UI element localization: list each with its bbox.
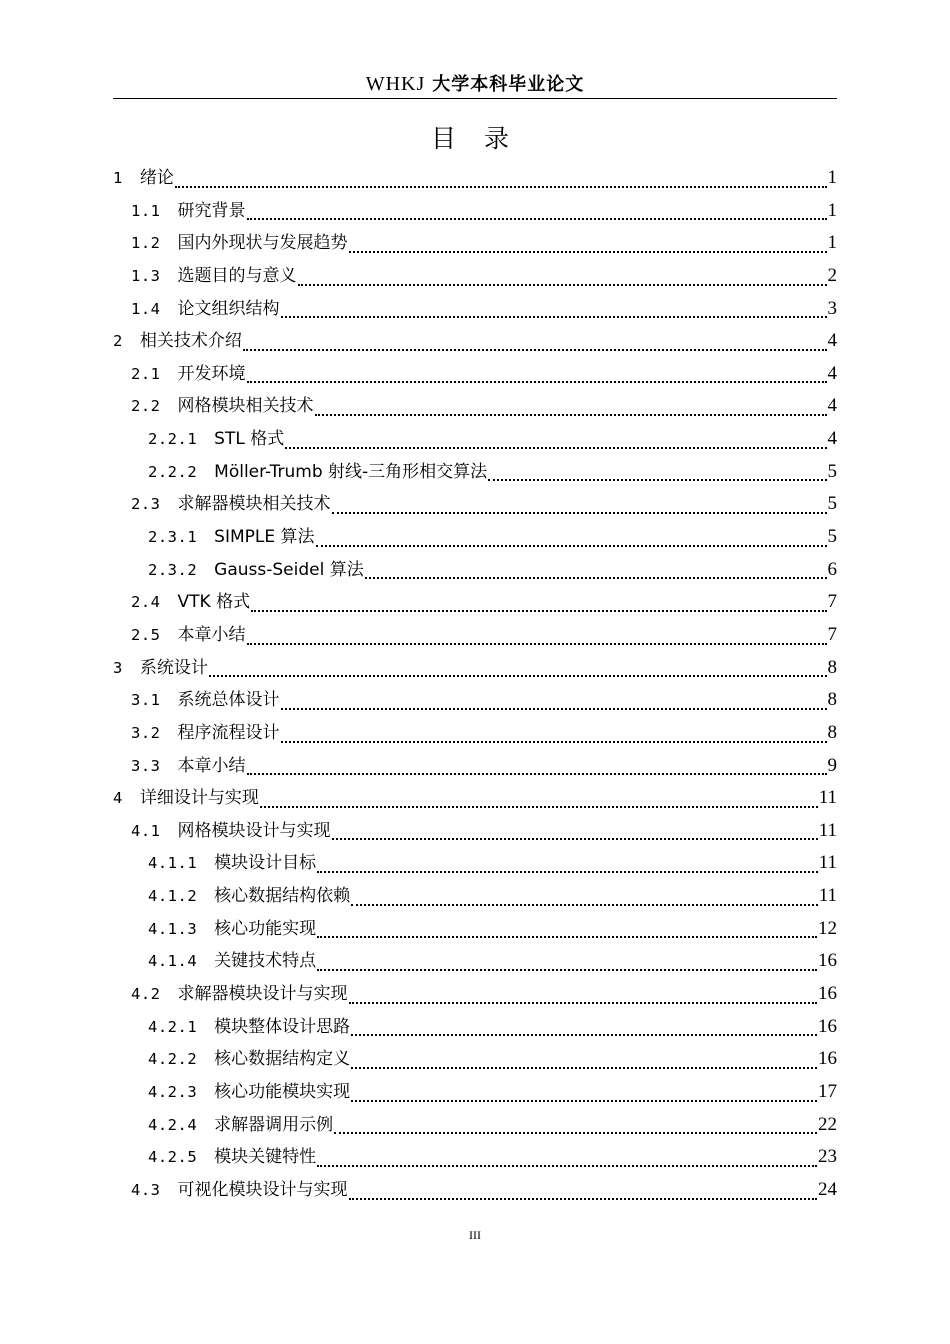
toc-entry-title: 相关技术介绍 — [139, 331, 242, 352]
toc-entry-title: 网格模块相关技术 — [177, 396, 314, 417]
toc-entry-number: 2.2.1 — [148, 430, 198, 449]
toc-entry[interactable] — [113, 652, 837, 685]
toc-entry-title: 模块设计目标 — [214, 853, 317, 874]
toc-entry-page: 16 — [818, 983, 837, 1005]
toc-entry-title: 求解器模块设计与实现 — [177, 984, 348, 1005]
toc-entry[interactable] — [113, 1109, 837, 1142]
toc-leader-dots — [260, 805, 818, 808]
toc-leader-dots — [334, 1131, 817, 1134]
toc-entry[interactable] — [113, 880, 837, 913]
toc-leader-dots — [488, 478, 826, 481]
toc-entry-number: 1.2 — [131, 234, 161, 253]
toc-leader-dots — [351, 1066, 817, 1069]
toc-entry-page: 23 — [818, 1146, 837, 1168]
toc-entry-page: 2 — [827, 264, 837, 286]
toc-entry-page: 16 — [818, 1048, 837, 1070]
toc-entry-title: 求解器模块相关技术 — [177, 494, 331, 515]
toc-entry-page: 5 — [827, 460, 837, 482]
toc-entry-page: 5 — [827, 493, 837, 515]
toc-leader-dots — [351, 1033, 817, 1036]
toc-entry-number: 2.3.2 — [148, 560, 198, 579]
toc-entry[interactable] — [113, 619, 837, 652]
toc-entry[interactable] — [113, 750, 837, 783]
toc-entry-page: 4 — [827, 362, 837, 384]
running-header — [113, 70, 837, 98]
toc-entry-number: 4.2.4 — [148, 1115, 198, 1134]
toc-entry[interactable] — [113, 227, 837, 260]
toc-leader-dots — [175, 185, 827, 188]
toc-entry-page: 9 — [827, 754, 837, 776]
toc-entry-page: 8 — [827, 656, 837, 678]
toc-leader-dots — [349, 1197, 818, 1200]
toc-leader-dots — [285, 446, 826, 449]
toc-entry[interactable] — [113, 423, 837, 456]
toc-entry-number: 4 — [113, 789, 123, 808]
toc-entry[interactable] — [113, 325, 837, 358]
toc-leader-dots — [351, 903, 818, 906]
toc-entry-number: 1.3 — [131, 266, 161, 285]
toc-entry[interactable] — [113, 717, 837, 750]
toc-leader-dots — [251, 609, 826, 612]
toc-entry-title: 论文组织结构 — [177, 298, 280, 319]
toc-entry-page: 11 — [818, 787, 837, 809]
toc-entry-title: 程序流程设计 — [177, 722, 280, 743]
toc-entry-title: SIMPLE 算法 — [214, 527, 315, 548]
toc-entry-number: 2.3.1 — [148, 528, 198, 547]
toc-leader-dots — [281, 315, 827, 318]
toc-leader-dots — [281, 707, 827, 710]
toc-entry[interactable] — [113, 1141, 837, 1174]
toc-entry-page: 11 — [818, 885, 837, 907]
toc-entry-title: 本章小结 — [177, 755, 246, 776]
page-number-footer: III — [469, 1228, 481, 1242]
toc-entry[interactable] — [113, 521, 837, 554]
toc-entry[interactable] — [113, 1174, 837, 1207]
toc-leader-dots — [209, 674, 827, 677]
toc-entry-number: 2 — [113, 332, 123, 351]
toc-leader-dots — [332, 837, 818, 840]
toc-entry-page: 16 — [818, 1015, 837, 1037]
toc-entry-number: 4.1.4 — [148, 952, 198, 971]
toc-entry-title: 关键技术特点 — [214, 951, 317, 972]
toc-entry-number: 1 — [113, 169, 123, 187]
toc-leader-dots — [349, 1001, 818, 1004]
toc-entry[interactable] — [113, 260, 837, 293]
toc-entry[interactable] — [113, 1043, 837, 1076]
toc-entry-number: 2.5 — [131, 625, 161, 644]
toc-leader-dots — [351, 1099, 817, 1102]
toc-entry-title: 研究背景 — [177, 200, 246, 221]
toc-entry-number: 3.3 — [131, 756, 161, 775]
header-school-code: WHKJ — [365, 73, 426, 95]
toc-entry[interactable] — [113, 195, 837, 228]
toc-entry-title: Möller-Trumb 射线-三角形相交算法 — [214, 461, 488, 482]
toc-entry-page: 17 — [818, 1080, 837, 1102]
toc-entry-title: 网格模块设计与实现 — [177, 820, 331, 841]
toc-entry-number: 4.2.2 — [148, 1050, 198, 1069]
toc-entry-number: 1.4 — [131, 299, 161, 318]
toc-entry-title: Gauss-Seidel 算法 — [214, 559, 364, 580]
toc-entry[interactable] — [113, 390, 837, 423]
toc-entry-title: 核心数据结构定义 — [214, 1049, 351, 1070]
toc-entry[interactable] — [113, 978, 837, 1011]
toc-leader-dots — [317, 1164, 817, 1167]
toc-leader-dots — [247, 217, 827, 220]
toc-entry-title: 详细设计与实现 — [139, 788, 259, 809]
toc-entry-page: 16 — [818, 950, 837, 972]
toc-entry-title: 国内外现状与发展趋势 — [177, 233, 348, 254]
toc-entry-title: 开发环境 — [177, 363, 246, 384]
toc-entry[interactable] — [113, 847, 837, 880]
toc-entry-number: 2.3 — [131, 495, 161, 514]
toc-leader-dots — [317, 935, 817, 938]
toc-entry-page: 4 — [827, 428, 837, 450]
toc-entry-page: 22 — [818, 1113, 837, 1135]
toc-entry[interactable] — [113, 684, 837, 717]
toc-leader-dots — [317, 870, 818, 873]
toc-entry-page: 24 — [818, 1178, 837, 1200]
toc-entry[interactable] — [113, 358, 837, 391]
toc-entry[interactable] — [113, 782, 837, 815]
toc-entry-page: 1 — [827, 199, 837, 221]
toc-entry-page: 7 — [827, 591, 837, 613]
toc-entry-title: 求解器调用示例 — [214, 1114, 334, 1135]
toc-entry[interactable] — [113, 488, 837, 521]
toc-entry-number: 4.2.5 — [148, 1148, 198, 1167]
toc-leader-dots — [365, 576, 827, 579]
toc-entry-title: 核心功能实现 — [214, 918, 317, 939]
toc-entry-number: 4.1.2 — [148, 887, 198, 906]
header-thesis-label: 大学本科毕业论文 — [432, 74, 585, 95]
toc-entry-title: 本章小结 — [177, 624, 246, 645]
toc-entry-title: 模块整体设计思路 — [214, 1016, 351, 1037]
toc-entry[interactable] — [113, 293, 837, 326]
toc-entry[interactable] — [113, 945, 837, 978]
toc-entry-title: 核心功能模块实现 — [214, 1081, 351, 1102]
toc-entry-page: 7 — [827, 623, 837, 645]
toc-leader-dots — [243, 348, 827, 351]
toc-entry-number: 4.3 — [131, 1180, 161, 1199]
toc-entry-number: 3 — [113, 658, 123, 677]
toc-entry-number: 4.1 — [131, 821, 161, 840]
toc-entry-title: 核心数据结构依赖 — [214, 886, 351, 907]
toc-leader-dots — [298, 283, 827, 286]
toc-entry-number: 4.2 — [131, 985, 161, 1004]
toc-entry-title: 系统设计 — [139, 657, 208, 678]
toc-entry-number: 3.2 — [131, 723, 161, 742]
toc-entry[interactable] — [113, 913, 837, 946]
toc-entry[interactable] — [113, 554, 837, 587]
toc-entry-title: VTK 格式 — [177, 592, 251, 613]
toc-entry-number: 1.1 — [131, 201, 161, 220]
toc-leader-dots — [349, 250, 827, 253]
toc-leader-dots — [247, 772, 827, 775]
header-divider — [113, 98, 837, 99]
toc-entry-page: 1 — [827, 232, 837, 254]
toc-entry-number: 2.4 — [131, 593, 161, 612]
table-of-contents — [113, 162, 837, 1207]
toc-leader-dots — [332, 511, 827, 514]
toc-entry-title: STL 格式 — [214, 429, 285, 450]
toc-entry-number: 4.2.1 — [148, 1017, 198, 1036]
toc-entry-page: 11 — [818, 819, 837, 841]
toc-entry-number: 4.1.3 — [148, 919, 198, 938]
toc-entry-page: 11 — [818, 852, 837, 874]
toc-entry-page: 4 — [827, 330, 837, 352]
toc-entry[interactable] — [113, 456, 837, 489]
toc-leader-dots — [247, 642, 827, 645]
toc-entry-page: 3 — [827, 297, 837, 319]
toc-entry-number: 4.2.3 — [148, 1082, 198, 1101]
toc-entry-title: 可视化模块设计与实现 — [177, 1179, 348, 1200]
toc-entry-title: 选题目的与意义 — [177, 265, 297, 286]
toc-entry-number: 3.1 — [131, 691, 161, 710]
toc-leader-dots — [247, 380, 827, 383]
toc-entry[interactable] — [113, 162, 837, 195]
toc-entry[interactable] — [113, 815, 837, 848]
toc-entry-page: 6 — [827, 558, 837, 580]
toc-entry-page: 8 — [827, 721, 837, 743]
toc-entry-page: 5 — [827, 526, 837, 548]
toc-entry-title: 系统总体设计 — [177, 690, 280, 711]
toc-leader-dots — [317, 968, 817, 971]
toc-title: 目 录 — [431, 124, 519, 153]
toc-entry-page: 4 — [827, 395, 837, 417]
toc-entry[interactable] — [113, 586, 837, 619]
toc-entry-page: 1 — [827, 167, 837, 188]
toc-entry-page: 8 — [827, 689, 837, 711]
toc-entry-number: 2.2 — [131, 397, 161, 416]
toc-entry-number: 2.1 — [131, 364, 161, 383]
toc-entry-number: 4.1.1 — [148, 854, 198, 873]
toc-entry-number: 2.2.2 — [148, 462, 198, 481]
toc-entry[interactable] — [113, 1011, 837, 1044]
toc-entry-title: 模块关键特性 — [214, 1147, 317, 1168]
toc-entry-title: 绪论 — [139, 168, 174, 188]
toc-entry[interactable] — [113, 1076, 837, 1109]
toc-entry-page: 12 — [818, 917, 837, 939]
toc-leader-dots — [316, 544, 827, 547]
toc-leader-dots — [281, 740, 827, 743]
toc-leader-dots — [315, 413, 827, 416]
